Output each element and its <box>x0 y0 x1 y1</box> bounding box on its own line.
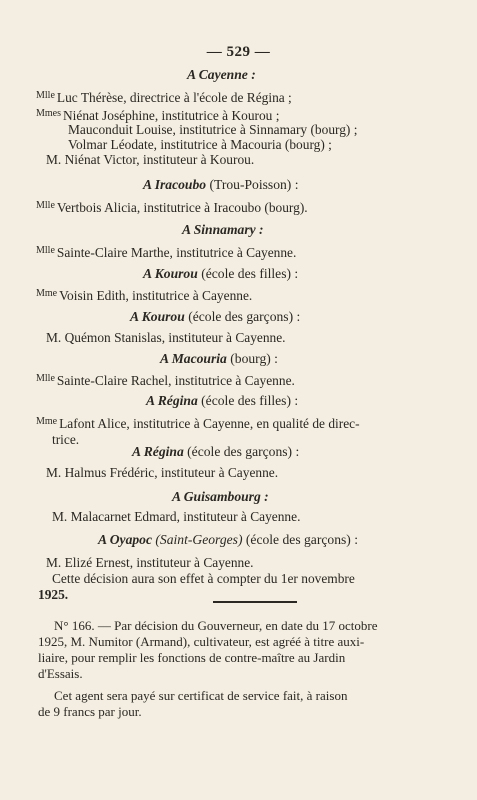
entry-line: $^{Mme}$ Voisin Edith, institutrice à Cayenne. <box>36 288 253 303</box>
entry-line: $^{Mlle}$ Sainte-Claire Rachel, institutrice à Cayenne. <box>36 373 295 388</box>
entry-line: $^{Mmes}$ Niénat Joséphine, institutrice à Kourou ; <box>36 108 280 123</box>
decision-line: N° 166. — Par décision du Gouverneur, en date du 17 octobre <box>54 618 378 633</box>
title-abbrev: Mmes <box>36 108 61 119</box>
entry-line: $^{Mlle}$ Vertbois Alicia, institutrice à Iracoubo (bourg). <box>36 200 308 215</box>
effect-line: Cette décision aura son effet à compter du 1er novembre <box>52 571 355 586</box>
title-abbrev: Mlle <box>36 90 55 101</box>
entry-line: $^{Mme}$ Lafont Alice, institutrice à Cayenne, en qualité de direc- <box>36 416 360 431</box>
section-heading-cayenne: A Cayenne : <box>187 67 256 82</box>
entry-line: trice. <box>52 432 80 447</box>
section-heading-regina-filles: A Régina (école des filles) : <box>146 393 299 408</box>
title-abbrev: Mlle <box>36 245 55 256</box>
section-heading-kourou-garcons: A Kourou (école des garçons) : <box>130 309 301 324</box>
section-heading-sinnamary: A Sinnamary : <box>182 222 264 237</box>
entry-line: Mauconduit Louise, institutrice à Sinnamary (bourg) ; <box>68 122 358 137</box>
entry-line: M. Malacarnet Edmard, instituteur à Cayenne. <box>52 509 301 524</box>
title-abbrev: Mlle <box>36 373 55 384</box>
section-heading-kourou-filles: A Kourou (école des filles) : <box>143 266 299 281</box>
title-abbrev: Mme <box>36 416 58 427</box>
page-number: — 529 — <box>206 44 271 60</box>
decision-line: Cet agent sera payé sur certificat de service fait, à raison <box>54 688 348 703</box>
decision-line: d'Essais. <box>38 666 83 681</box>
section-heading-regina-garcons: A Régina (école des garçons) : <box>132 444 300 459</box>
section-heading-macouria: A Macouria (bourg) : <box>160 351 278 366</box>
entry-line: M. Quémon Stanislas, instituteur à Cayenne. <box>46 330 286 345</box>
decision-line: de 9 francs par jour. <box>38 704 142 719</box>
effect-line: 1925. <box>38 587 69 602</box>
entry-line: Volmar Léodate, institutrice à Macouria (bourg) ; <box>68 137 332 152</box>
entry-line: M. Halmus Frédéric, instituteur à Cayenne. <box>46 465 279 480</box>
section-heading-guisambourg: A Guisambourg : <box>172 489 269 504</box>
decision-line: liaire, pour remplir les fonctions de contre-maître au Jardin <box>38 650 346 665</box>
entry-line: $^{Mlle}$ Sainte-Claire Marthe, institutrice à Cayenne. <box>36 245 297 260</box>
entry-line: $^{Mlle}$ Luc Thérèse, directrice à l'école de Régina ; <box>36 90 292 105</box>
entry-line: M. Elizé Ernest, instituteur à Cayenne. <box>46 555 254 570</box>
title-abbrev: Mlle <box>36 200 55 211</box>
entry-line: M. Niénat Victor, instituteur à Kourou. <box>46 152 255 167</box>
decision-line: 1925, M. Numitor (Armand), cultivateur, est agréé à titre auxi- <box>38 634 365 649</box>
section-divider <box>213 601 297 603</box>
section-heading-oyapoc: A Oyapoc (Saint-Georges) (école des garçons) : <box>98 532 358 547</box>
section-heading-iracoubo: A Iracoubo (Trou-Poisson) : <box>143 177 299 192</box>
title-abbrev: Mme <box>36 288 58 299</box>
